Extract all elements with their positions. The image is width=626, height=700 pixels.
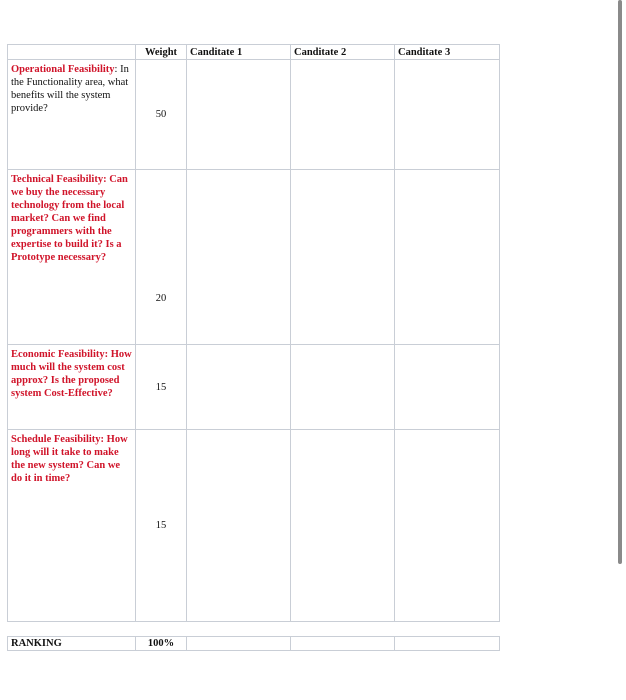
score-cell-candidate-1[interactable] — [187, 345, 291, 430]
score-cell-candidate-1[interactable] — [187, 430, 291, 622]
criteria-row-technical — [8, 170, 500, 345]
score-cell-candidate-2[interactable] — [291, 170, 395, 345]
weight-cell: 50 — [136, 60, 187, 170]
criteria-title: Schedule Feasibility: How long will it take to make the new system? Can we do it in time? — [11, 434, 128, 484]
score-cell-candidate-3[interactable] — [395, 60, 500, 170]
criteria-title: Operational Feasibility — [11, 64, 115, 75]
score-cell-candidate-1[interactable] — [187, 170, 291, 345]
criteria-cell — [8, 170, 136, 345]
criteria-cell — [8, 345, 136, 430]
score-cell-candidate-3[interactable] — [395, 345, 500, 430]
ranking-cell-candidate-3[interactable] — [395, 637, 500, 651]
score-cell-candidate-3[interactable] — [395, 430, 500, 622]
criteria-question: : In the Functionality area, what benefits will the system provide? — [11, 64, 129, 114]
weight-cell: 15 — [136, 345, 187, 430]
header-candidate-2: Canditate 2 — [291, 45, 395, 60]
ranking-total: 100% — [136, 637, 187, 651]
header-criteria — [8, 45, 136, 60]
score-cell-candidate-2[interactable] — [291, 345, 395, 430]
weight-cell: 15 — [136, 430, 187, 622]
criteria-cell — [8, 430, 136, 622]
header-candidate-1: Canditate 1 — [187, 45, 291, 60]
score-cell-candidate-2[interactable] — [291, 430, 395, 622]
criteria-title: Economic Feasibility: How much will the system cost approx? Is the proposed system Cost-Effective? — [11, 349, 132, 399]
criteria-row-economic — [8, 345, 500, 430]
criteria-cell — [8, 60, 136, 170]
header-weight: Weight — [136, 45, 187, 60]
feasibility-table — [7, 44, 500, 651]
ranking-cell-candidate-1[interactable] — [187, 637, 291, 651]
header-candidate-3: Canditate 3 — [395, 45, 500, 60]
criteria-row-schedule — [8, 430, 500, 622]
header-row — [8, 45, 500, 60]
ranking-label: RANKING — [8, 637, 136, 651]
criteria-row-operational — [8, 60, 500, 170]
spacer-row — [8, 622, 500, 637]
vertical-scrollbar[interactable] — [618, 0, 622, 564]
ranking-cell-candidate-2[interactable] — [291, 637, 395, 651]
ranking-row — [8, 637, 500, 651]
criteria-title: Technical Feasibility: Can we buy the necessary technology from the local market? Can we find programmers with the expertise to build it? Is a Prototype necessary? — [11, 174, 128, 263]
spacer-cell — [8, 622, 500, 637]
score-cell-candidate-1[interactable] — [187, 60, 291, 170]
score-cell-candidate-3[interactable] — [395, 170, 500, 345]
weight-cell: 20 — [136, 170, 187, 345]
score-cell-candidate-2[interactable] — [291, 60, 395, 170]
